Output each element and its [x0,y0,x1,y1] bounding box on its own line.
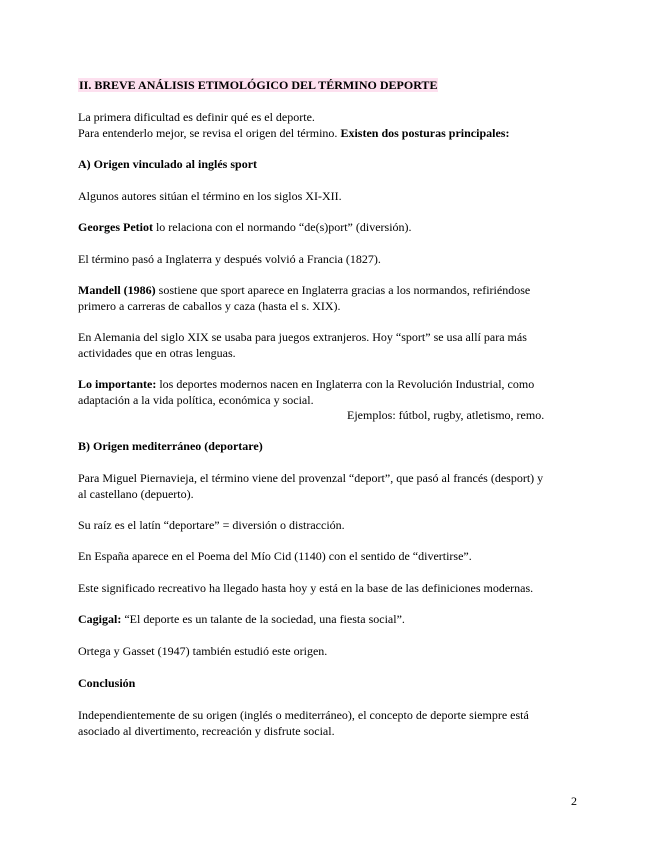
intro-line-1: La primera dificultad es definir qué es el deporte. [78,110,315,124]
paragraph-a1: Algunos autores sitúan el término en los siglos XI-XII. [78,189,342,203]
paragraph-a4-line-2: primero a carreras de caballos y caza (hasta el s. XIX). [78,298,341,313]
paragraph-a6 [78,377,578,408]
author-petiot: Georges Petiot [78,220,153,234]
paragraph-b3: En España aparece en el Poema del Mío Cid (1140) con el sentido de “divertirse”. [78,549,472,563]
page-number: 2 [571,794,577,808]
conclusion-heading: Conclusión [78,676,136,690]
paragraph-a6-line-1: los deportes modernos nacen en Inglaterra con la Revolución Industrial, como [159,377,535,391]
intro-line-2 [78,126,578,142]
paragraph-b6: Ortega y Gasset (1947) también estudió este origen. [78,644,328,658]
paragraph-b1 [78,471,578,502]
paragraph-a3: El término pasó a Inglaterra y después volvió a Francia (1827). [78,252,381,266]
intro-bold: Existen dos posturas principales: [340,125,510,140]
conclusion-paragraph [78,708,578,739]
paragraph-b4: Este significado recreativo ha llegado hasta hoy y está en la base de las definiciones modernas. [78,581,534,595]
paragraph-a6-line-2: adaptación a la vida política, económica y social. [78,392,314,407]
important-label: Lo importante: [78,377,157,391]
intro-text: Para entenderlo mejor, se revisa el origen del término. [78,125,338,140]
paragraph-a4 [78,283,578,314]
document-title: II. BREVE ANÁLISIS ETIMOLÓGICO DEL TÉRMINO DEPORTE [79,78,438,92]
paragraph-b1-line-2: al castellano (depuerto). [78,486,194,501]
paragraph-a4-line-1: sostiene que sport aparece en Inglaterra gracias a los normandos, refiriéndose [158,283,531,297]
section-a-heading: A) Origen vinculado al inglés sport [78,157,258,171]
paragraph-b1-line-1: Para Miguel Piernavieja, el término viene del provenzal “deport”, que pasó al francés (desport) y [78,471,544,485]
paragraph-a5 [78,330,578,361]
examples-line: Ejemplos: fútbol, rugby, atletismo, remo. [347,408,545,422]
author-mandell: Mandell (1986) [78,283,156,297]
paragraph-b5 [78,612,578,628]
paragraph-a2 [78,220,578,236]
title-block [78,78,578,94]
paragraph-a2-text: lo relaciona con el normando “de(s)port” (diversión). [155,220,412,234]
conclusion-line-1: Independientemente de su origen (inglés o mediterráneo), el concepto de deporte siempre está [78,708,529,722]
intro-paragraph [78,110,578,141]
paragraph-b2: Su raíz es el latín “deportare” = diversión o distracción. [78,518,345,532]
conclusion-line-2: asociado al divertimento, recreación y disfrute social. [78,723,335,738]
paragraph-a5-line-1: En Alemania del siglo XIX se usaba para juegos extranjeros. Hoy “sport” se usa allí para más [78,330,527,344]
paragraph-a5-line-2: actividades que en otras lenguas. [78,345,236,360]
paragraph-b5-text: “El deporte es un talante de la sociedad, una fiesta social”. [124,612,405,626]
section-b-heading: B) Origen mediterráneo (deportare) [78,439,263,453]
author-cagigal: Cagigal: [78,612,122,626]
